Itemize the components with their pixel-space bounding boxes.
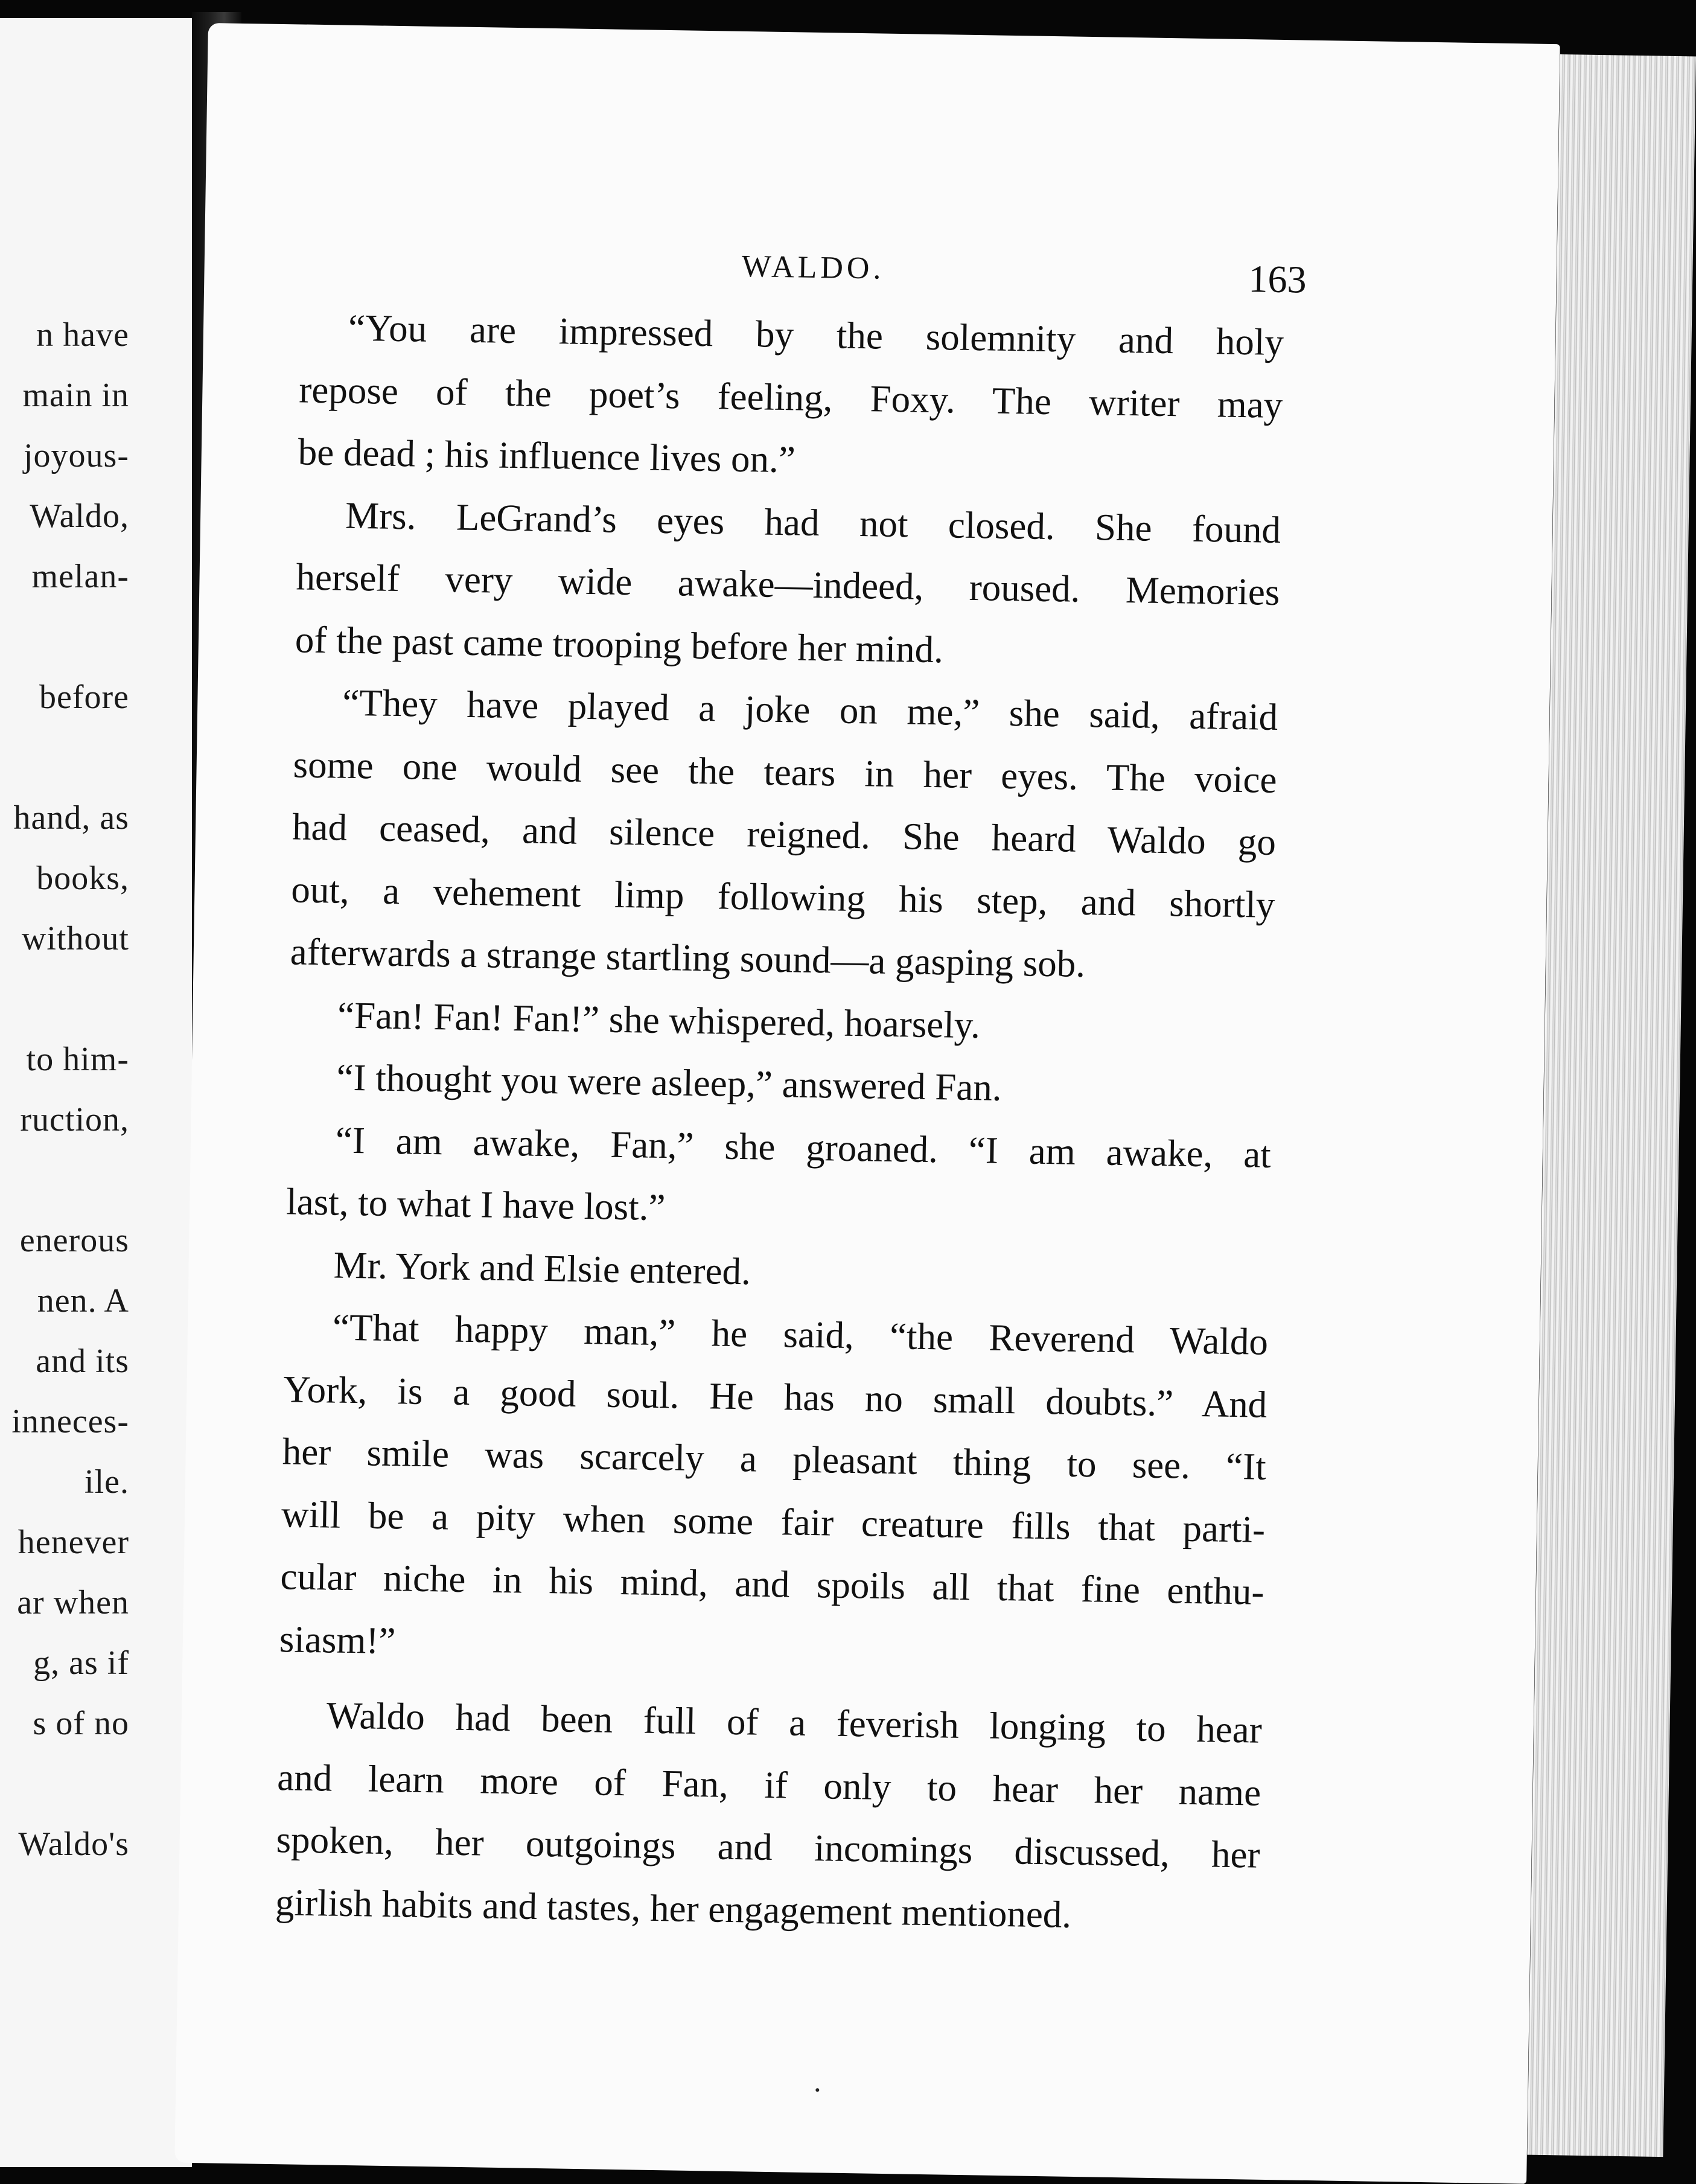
left-page-line: ile. xyxy=(84,1463,129,1501)
left-page-line: and its xyxy=(36,1343,129,1380)
text-line: out, a vehement limp following his step, and shortly xyxy=(290,867,1275,926)
text-line: Mr. York and Elsie entered. xyxy=(333,1244,751,1292)
left-page-line: hand, as xyxy=(13,799,129,837)
left-page-line: to him- xyxy=(26,1041,129,1078)
text-line: Waldo had been full of a feverish longing to hear xyxy=(326,1694,1263,1751)
text-line: spoken, her outgoings and incomings discussed, her xyxy=(276,1818,1261,1876)
right-page xyxy=(174,23,1560,2184)
text-line: her smile was scarcely a pleasant thing to see. “It xyxy=(282,1430,1267,1488)
text-line: York, is a good soul. He has no small doubts.” And xyxy=(282,1367,1267,1426)
text-line: herself very wide awake—indeed, roused. Memories xyxy=(296,555,1280,613)
text-line: had ceased, and silence reigned. She heard Waldo go xyxy=(292,805,1277,863)
left-page-line: enerous xyxy=(19,1222,129,1259)
left-page-line: melan- xyxy=(31,558,129,595)
text-line: “I am awake, Fan,” she groaned. “I am awake, at xyxy=(335,1119,1272,1176)
left-page-line: nen. A xyxy=(37,1282,129,1320)
body-text xyxy=(275,296,1284,1949)
text-line: of the past came trooping before her mind. xyxy=(295,618,944,671)
left-page-line: ruction, xyxy=(20,1101,129,1138)
left-page-line: inneces- xyxy=(11,1403,129,1440)
left-page xyxy=(0,18,192,2167)
running-head: WALDO. xyxy=(741,249,885,286)
left-page-line: henever xyxy=(18,1524,129,1561)
print-speck xyxy=(815,2088,819,2092)
text-line: siasm!” xyxy=(279,1617,396,1662)
left-page-line: s of no xyxy=(33,1705,129,1742)
left-page-line: without xyxy=(21,920,129,957)
left-page-line: main in xyxy=(22,377,129,414)
text-line: Mrs. LeGrand’s eyes had not closed. She found xyxy=(345,494,1281,551)
text-line: cular niche in his mind, and spoils all that fine enthu- xyxy=(280,1555,1264,1613)
text-line: and learn more of Fan, if only to hear her name xyxy=(276,1755,1261,1814)
text-line: “I thought you were asleep,” answered Fan. xyxy=(336,1056,1003,1109)
left-page-line: Waldo's xyxy=(18,1825,129,1863)
text-line: “You are impressed by the solemnity and holy xyxy=(348,306,1284,364)
left-page-line: Waldo, xyxy=(30,497,129,535)
left-page-line: ar when xyxy=(17,1584,129,1621)
text-line: last, to what I have lost.” xyxy=(285,1180,666,1229)
left-page-line: before xyxy=(39,679,129,716)
text-line: “That happy man,” he said, “the Reverend Waldo xyxy=(332,1306,1269,1363)
text-line: afterwards a strange startling sound—a gasping sob. xyxy=(290,930,1086,986)
text-line: “They have played a joke on me,” she said, afraid xyxy=(342,681,1278,738)
text-line: “Fan! Fan! Fan!” she whispered, hoarsely. xyxy=(337,994,981,1046)
left-page-line: joyous- xyxy=(24,437,129,474)
text-line: girlish habits and tastes, her engagement mentioned. xyxy=(275,1880,1072,1936)
left-page-line: n have xyxy=(36,316,129,354)
left-page-line: books, xyxy=(36,860,129,897)
text-line: be dead ; his influence lives on.” xyxy=(298,430,796,481)
page-number: 163 xyxy=(1248,257,1307,301)
text-line: some one would see the tears in her eyes. The voice xyxy=(293,742,1278,801)
left-page-line: g, as if xyxy=(33,1644,129,1682)
text-line: repose of the poet’s feeling, Foxy. The writer may xyxy=(298,368,1283,426)
text-line: will be a pity when some fair creature fills that parti- xyxy=(281,1492,1266,1551)
